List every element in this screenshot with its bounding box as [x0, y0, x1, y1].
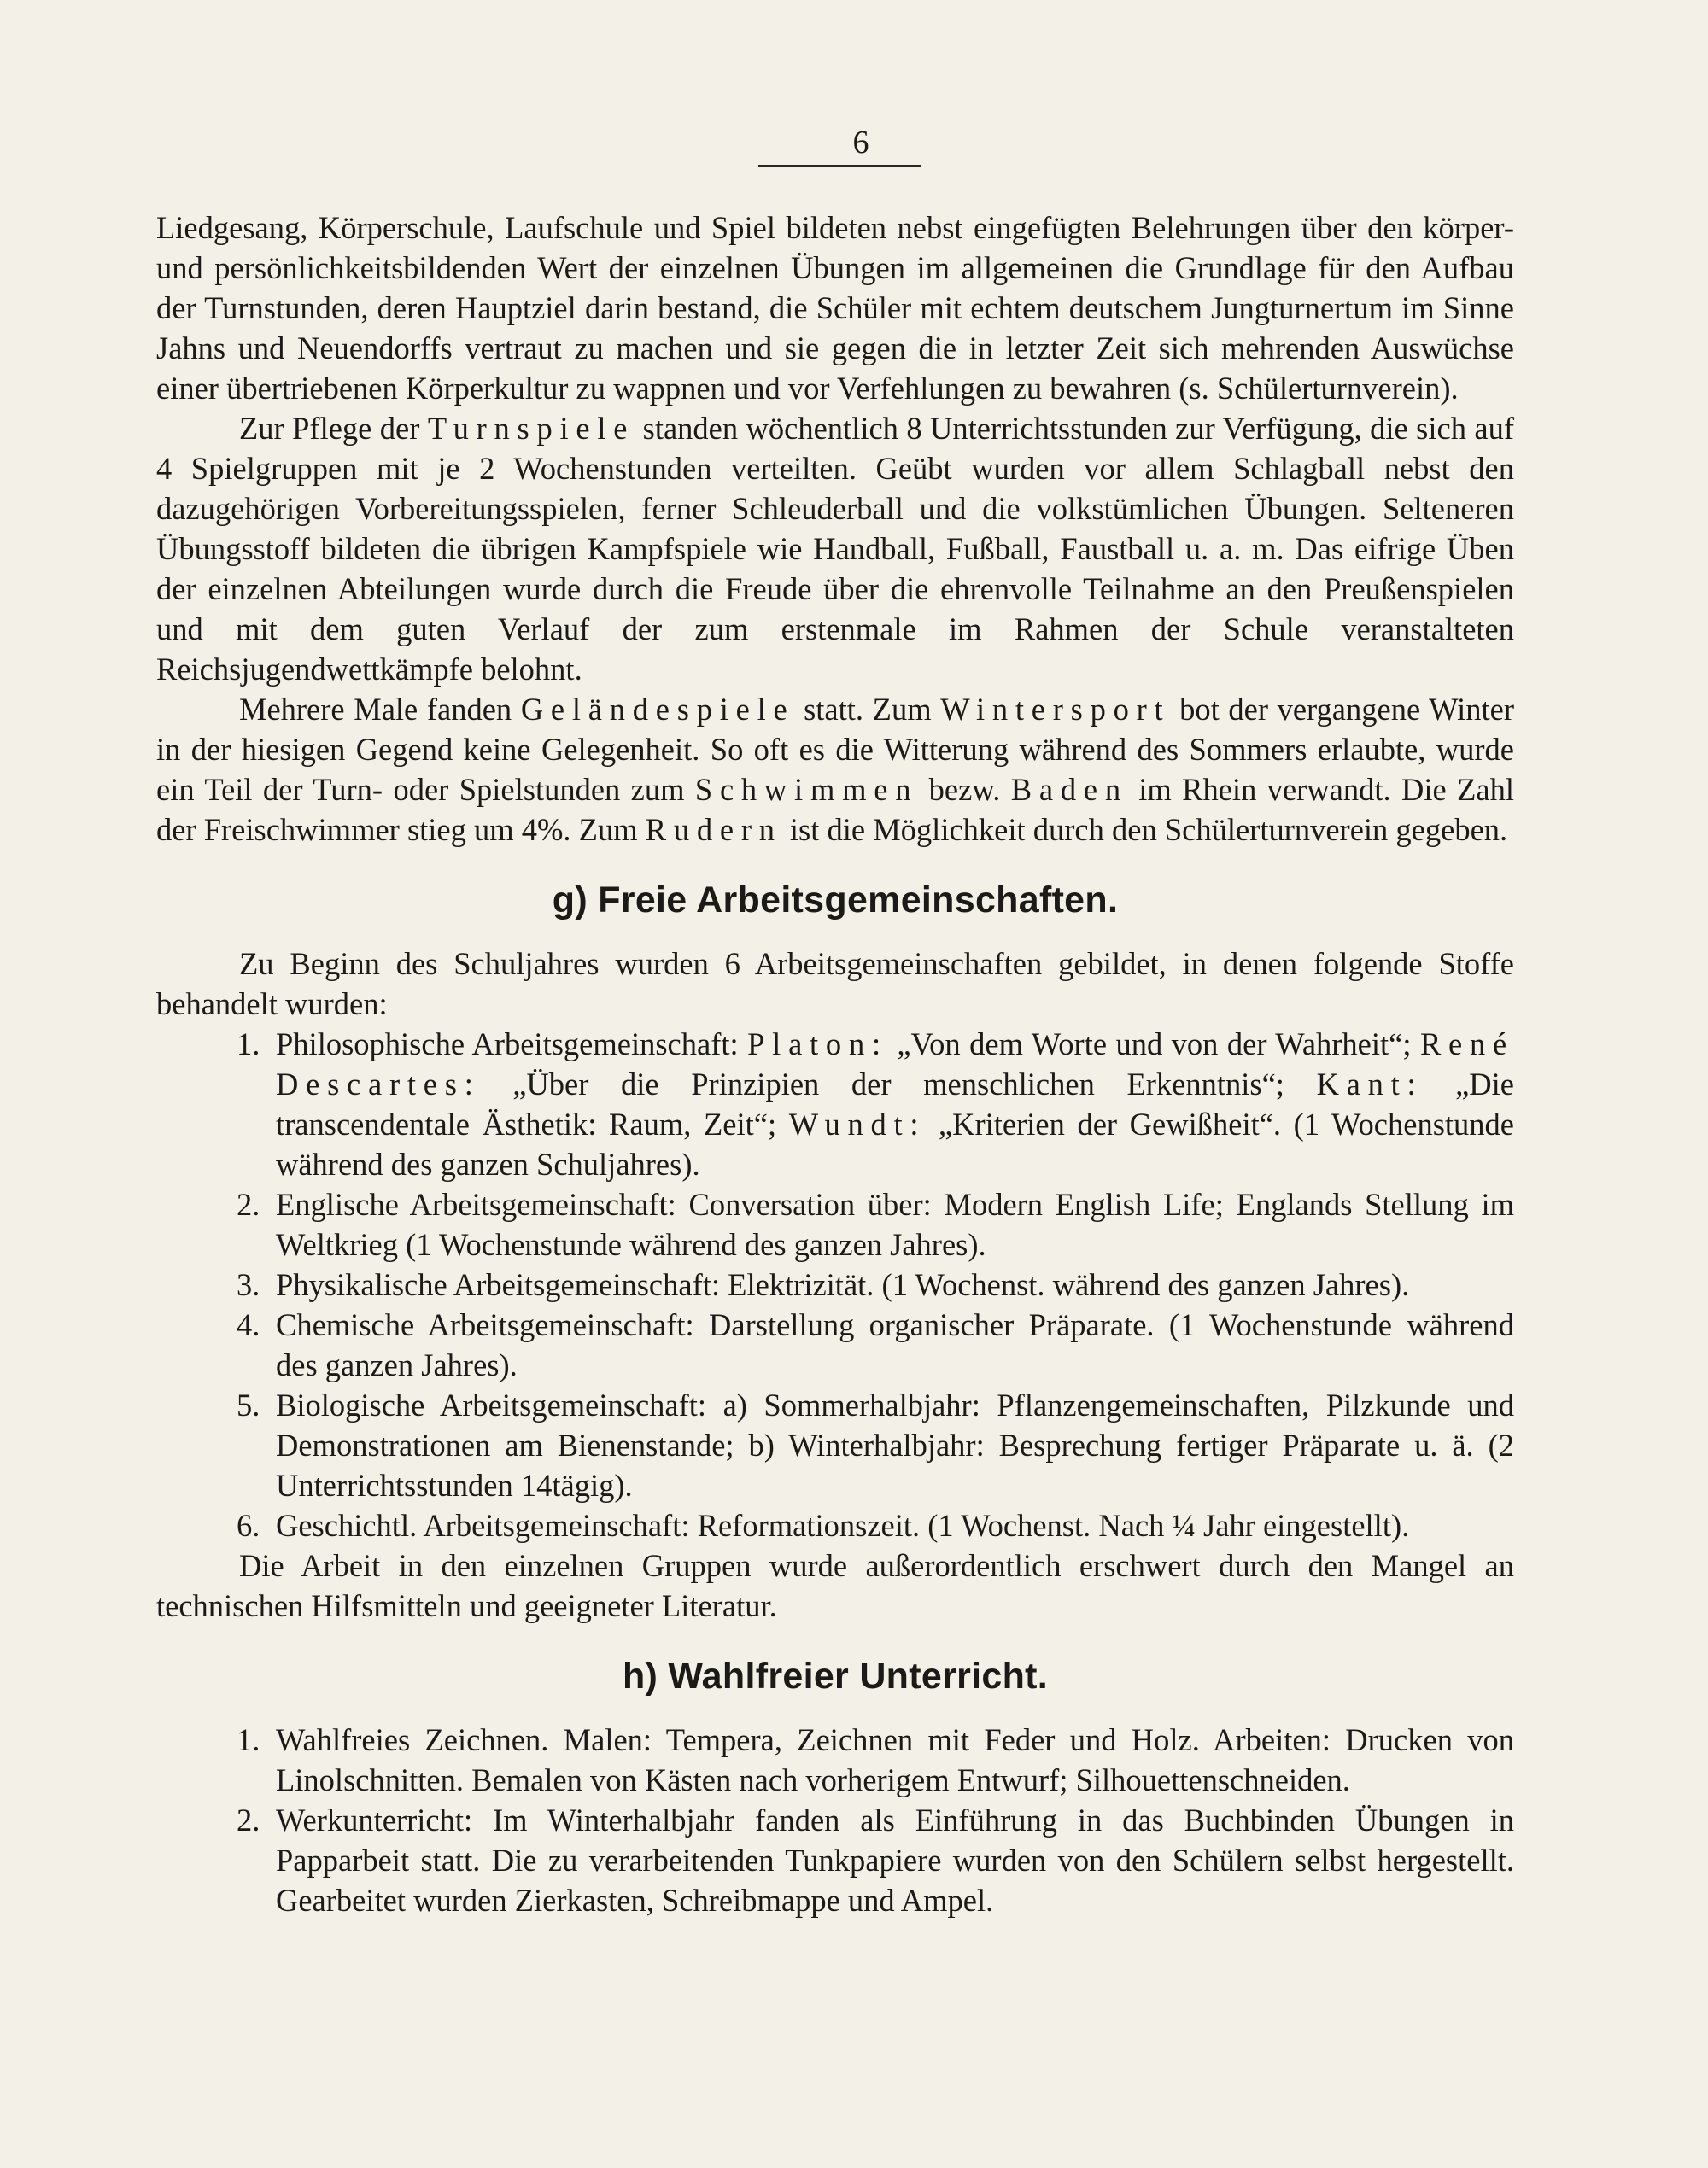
text-run: „Von dem Worte und von der Wahrheit“; — [887, 1026, 1420, 1061]
list-item — [156, 1265, 1514, 1305]
list-item-number: 6. — [237, 1508, 260, 1543]
list-item — [156, 1385, 1514, 1505]
list-item-text: Biologische Arbeitsgemeinschaft: a) Sommerhalbjahr: Pflanzengemeinschaften, Pilzkunde und Demonstrationen am Bienenstande; b) Winterhalbjahr: Besprechung fertiger Präparate u. ä. (2 Unterrichtsstunden 14tägig). — [276, 1388, 1514, 1503]
list-item-number: 5. — [237, 1388, 260, 1423]
list-item-text: Geschichtl. Arbeitsgemeinschaft: Reformationszeit. (1 Wochenst. Nach ¼ Jahr eingestellt). — [276, 1508, 1410, 1543]
page-content — [156, 124, 1514, 1920]
list-wahlfreier-unterricht — [156, 1720, 1514, 1920]
section-letter-h: h) — [622, 1656, 658, 1697]
list-item — [156, 1505, 1514, 1546]
term-platon: Platon: — [747, 1026, 888, 1061]
text-run: „Kriterien der Gewißheit“. (1 Wochenstunde während des ganzen Schuljahres). — [276, 1107, 1514, 1182]
text-run: „Die transcendentale Ästhetik: Raum, Zeit“; — [276, 1066, 1514, 1142]
paragraph-turnspiele — [156, 408, 1514, 689]
list-item-number: 2. — [237, 1803, 260, 1838]
text-run: im Rhein verwandt. Die Zahl der Freischwimmer stieg um 4%. Zum — [156, 772, 1514, 847]
list-item-text: Werkunterricht: Im Winterhalbjahr fanden als Einführung in das Buchbinden Übungen in Papparbeit statt. Die zu verarbeitenden Tunkpapiere wurden von den Schülern selbst hergestellt. Gearbeitet wurden Zierkasten, Schreibmappe und Ampel. — [276, 1803, 1514, 1918]
text-run: Mehrere Male fanden — [239, 692, 521, 727]
list-item-number: 4. — [237, 1307, 260, 1342]
term-schwimmen: Schwimmen — [694, 772, 919, 807]
list-item-text: Englische Arbeitsgemeinschaft: Conversation über: Modern English Life; Englands Stellung im Weltkrieg (1 Wochenstunde während des ganzen Jahres). — [276, 1187, 1514, 1262]
text-run: Zur Pflege der — [239, 411, 428, 446]
section-heading-h — [156, 1655, 1514, 1698]
term-kant: Kant: — [1316, 1066, 1424, 1102]
page-number: 6 — [852, 125, 869, 161]
term-rudern: Rudern — [645, 812, 782, 847]
term-wundt: Wundt: — [788, 1107, 927, 1142]
term-gelaendespiele: Geländespiele — [520, 692, 795, 727]
section-heading-g — [156, 879, 1514, 921]
section-title-h: Wahlfreier Unterricht. — [668, 1656, 1049, 1697]
paragraph-arbeitsgemeinschaften-intro: Zu Beginn des Schuljahres wurden 6 Arbeitsgemeinschaften gebildet, in denen folgende Stoffe behandelt wurden: — [156, 946, 1514, 1021]
text-run: bot der vergangene Winter in der hiesigen Gegend keine Gelegenheit. So oft es die Witterung während des Sommers erlaubte, wurde ein Teil der Turn- oder Spielstunden zum — [156, 692, 1514, 807]
list-item — [156, 1800, 1514, 1920]
list-item-text: Chemische Arbeitsgemeinschaft: Darstellung organischer Präparate. (1 Wochenstunde während des ganzen Jahres). — [276, 1307, 1514, 1382]
list-item-number: 1. — [237, 1722, 260, 1757]
term-wintersport: Wintersport — [940, 692, 1171, 727]
text-run: standen wöchentlich 8 Unterrichtsstunden zur Verfügung, die sich auf 4 Spielgruppen mit je 2 Wochenstunden verteilten. Geübt wurden vor allem Schlagball nebst den dazugehörigen Vorbereitungsspielen, ferner Schleuderball und die volkstümlichen Übungen. Selteneren Übungsstoff bildeten die übrigen Kampfspiele wie Handball, Fußball, Faustball u. a. m. Das eifrige Üben der einzelnen Abteilungen wurde durch die Freude über die ehrenvolle Teilnahme an den Preußenspielen und mit dem guten Verlauf der zum erstenmale im Rahmen der Schule veranstalteten Reichsjugendwettkämpfe belohnt. — [156, 411, 1514, 687]
list-item — [156, 1720, 1514, 1800]
list-item — [156, 1024, 1514, 1184]
list-item — [156, 1184, 1514, 1265]
text-run: Philosophische Arbeitsgemeinschaft: — [276, 1026, 748, 1061]
term-baden: Baden — [1010, 772, 1128, 807]
text-run: „Über die Prinzipien der menschlichen Erkenntnis“; — [480, 1066, 1317, 1102]
section-title-g: Freie Arbeitsgemeinschaften. — [598, 879, 1119, 920]
text-run: bezw. — [918, 772, 1011, 807]
paragraph-turnstunden: Liedgesang, Körperschule, Laufschule und Spiel bildeten nebst eingefügten Belehrungen über den körper- und persönlichkeitsbildenden Wert der einzelnen Übungen im allgemeinen die Grundlage für den Aufbau der Turnstunden, deren Hauptziel darin bestand, die Schüler mit echtem deutschem Jungturnertum im Sinne Jahns und Neuendorffs vertraut zu machen und sie gegen die in letzter Zeit sich mehrenden Auswüchse einer übertriebenen Körperkultur zu wappnen und vor Verfehlungen zu bewahren (s. Schülerturnverein). — [156, 210, 1514, 406]
text-run: statt. Zum — [794, 692, 941, 727]
list-item — [156, 1305, 1514, 1385]
list-item-number: 1. — [237, 1026, 260, 1061]
section-letter-g: g) — [552, 879, 588, 920]
term-descartes: René Descartes: — [276, 1026, 1514, 1102]
text-run: ist die Möglichkeit durch den Schülerturnverein gegeben. — [781, 812, 1508, 847]
term-turnspiele: Turnspiele — [427, 411, 635, 446]
list-item-number: 2. — [237, 1187, 260, 1222]
list-arbeitsgemeinschaften — [156, 1024, 1514, 1546]
paragraph-gelaendespiele — [156, 689, 1514, 850]
page-number-rule — [758, 165, 921, 167]
list-item-text: Physikalische Arbeitsgemeinschaft: Elektrizität. (1 Wochenst. während des ganzen Jahres). — [276, 1267, 1410, 1302]
list-item-text: Wahlfreies Zeichnen. Malen: Tempera, Zeichnen mit Feder und Holz. Arbeiten: Drucken von Linolschnitten. Bemalen von Kästen nach vorherigem Entwurf; Silhouettenschneiden. — [276, 1722, 1514, 1797]
paragraph-arbeitsgemeinschaften-closing: Die Arbeit in den einzelnen Gruppen wurde außerordentlich erschwert durch den Mangel an technischen Hilfsmitteln und geeigneter Literatur. — [156, 1548, 1514, 1623]
list-item-number: 3. — [237, 1267, 260, 1302]
